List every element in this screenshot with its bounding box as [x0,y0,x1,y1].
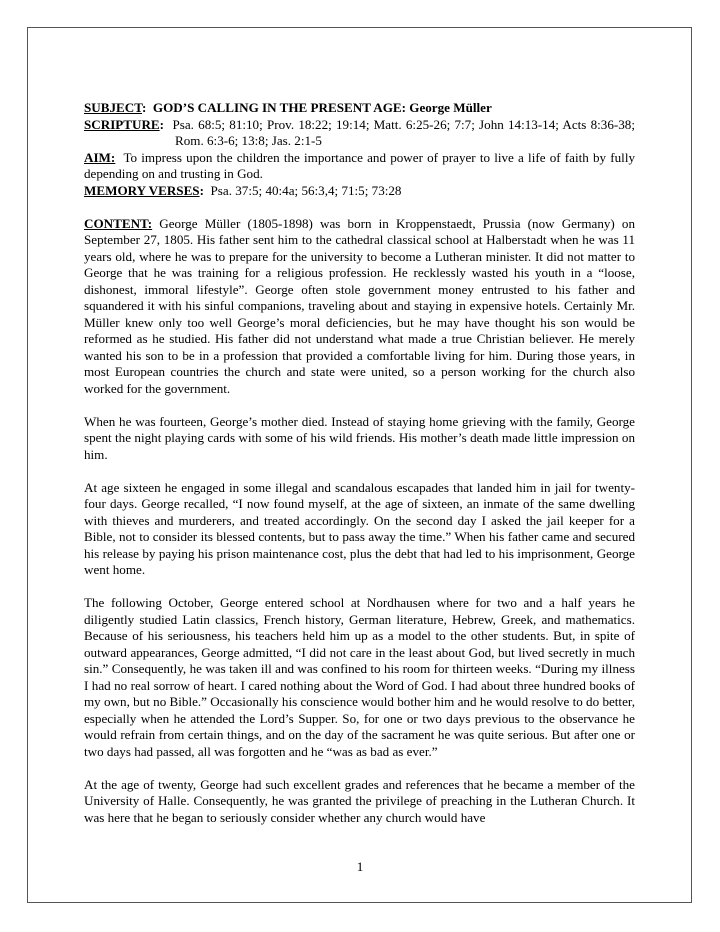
aim-label: AIM: [84,149,116,165]
memory-label: MEMORY VERSES [84,182,200,198]
content-paragraph-4: The following October, George entered school at Nordhausen where for two and a half years he diligently studied Latin classics, French history, German literature, Hebrew, Greek, and mathematics. Because of his seriousness, his teachers held him up as a model to the other students. But, in spite of outward appearances, George admitted, “I did not care in the least about God, but lived secretly in much sin.” Consequently, he was taken ill and was confined to his room for thirteen weeks. “During my illness I had no real sorrow of heart. I cared nothing about the Word of God. I had about three hundred books of my own, but no Bible.” Occasionally his conscience would bother him and he would resolve to do better, especially when he attended the Lord’s Supper. So, for one or two days previous to the observance he would refrain from certain things, and on the day of the sacrament he was quite serious. But after one or two days had passed, all was forgotten and he “was as bad as ever.” [84,595,635,759]
aim-value: To impress upon the children the importance and power of prayer to live a life of faith by fully depending on and trusting in God. [84,149,635,181]
memory-value: Psa. 37:5; 40:4a; 56:3,4; 71:5; 73:28 [210,182,402,198]
scripture-line: SCRIPTURE: Psa. 68:5; 81:10; Prov. 18:22; 19:14; Matt. 6:25-26; 7:7; John 14:13-14; Acts 8:36-38; Rom. 6:3-6; 13:8; Jas. 2:1-5 [84,116,635,148]
subject-label: SUBJECT [84,100,142,115]
content-paragraph-2: When he was fourteen, George’s mother died. Instead of staying home grieving with the family, George spent the night playing cards with some of his wild friends. His mother’s death made little impression on him. [84,413,635,462]
scripture-value: Psa. 68:5; 81:10; Prov. 18:22; 19:14; Matt. 6:25-26; 7:7; John 14:13-14; Acts 8:36-38; Rom. 6:3-6; 13:8; Jas. 2:1-5 [172,116,635,148]
memory-verses-line: MEMORY VERSES: Psa. 37:5; 40:4a; 56:3,4; 71:5; 73:28 [84,182,402,198]
content-paragraph-5: At the age of twenty, George had such excellent grades and references that he became a member of the University of Halle. Consequently, he was granted the privilege of preaching in the Lutheran Church. It was here that he began to seriously consider whether any church would have [84,776,635,825]
content-paragraph-3: At age sixteen he engaged in some illegal and scandalous escapades that landed him in jail for twenty-four days. George recalled, “I now found myself, at the age of sixteen, an inmate of the same dwelling with thieves and murderers, and treated accordingly. On the second day I asked the jail keeper for a Bible, not to consider its blessed contents, but to pass away the time.” When his father came and secured his release by paying his prison maintenance cost, plus the debt that had led to his imprisonment, George went home. [84,479,635,577]
subject-value: GOD’S CALLING IN THE PRESENT AGE: George Müller [152,100,492,115]
content-label: CONTENT: [84,215,153,231]
page-number: 1 [356,859,364,874]
document-body [84,100,635,826]
aim-line [84,150,635,183]
subject-line: SUBJECT: GOD’S CALLING IN THE PRESENT AGE: George Müller [84,100,492,115]
content-paragraph-1 [84,216,635,398]
scripture-label: SCRIPTURE [84,116,160,132]
paragraph-text: George Müller (1805-1898) was born in Kroppenstaedt, Prussia (now Germany) on September 27, 1805. His father sent him to the cathedral classical school at Halberstadt when he was 11 years old, where he was to prepare for the university to become a Lutheran minister. It did not matter to George that he was training for a religious profession. He recklessly wasted his youth in a “loose, dishonest, immoral lifestyle”. George often stole government money entrusted to his father and squandered it with his sinful companions, traveling about and staying in expensive hotels. Certainly Mr. Müller knew only too well George’s moral deficiencies, but he may have thought his son would be reformed as he studied. His father did not understand what made a true Christian believer. He merely wanted his son to be in a profession that provided a comfortable living for him. During those years, in most European countries the church and state were united, so a person working for the church also worked for the government. [84,215,635,396]
